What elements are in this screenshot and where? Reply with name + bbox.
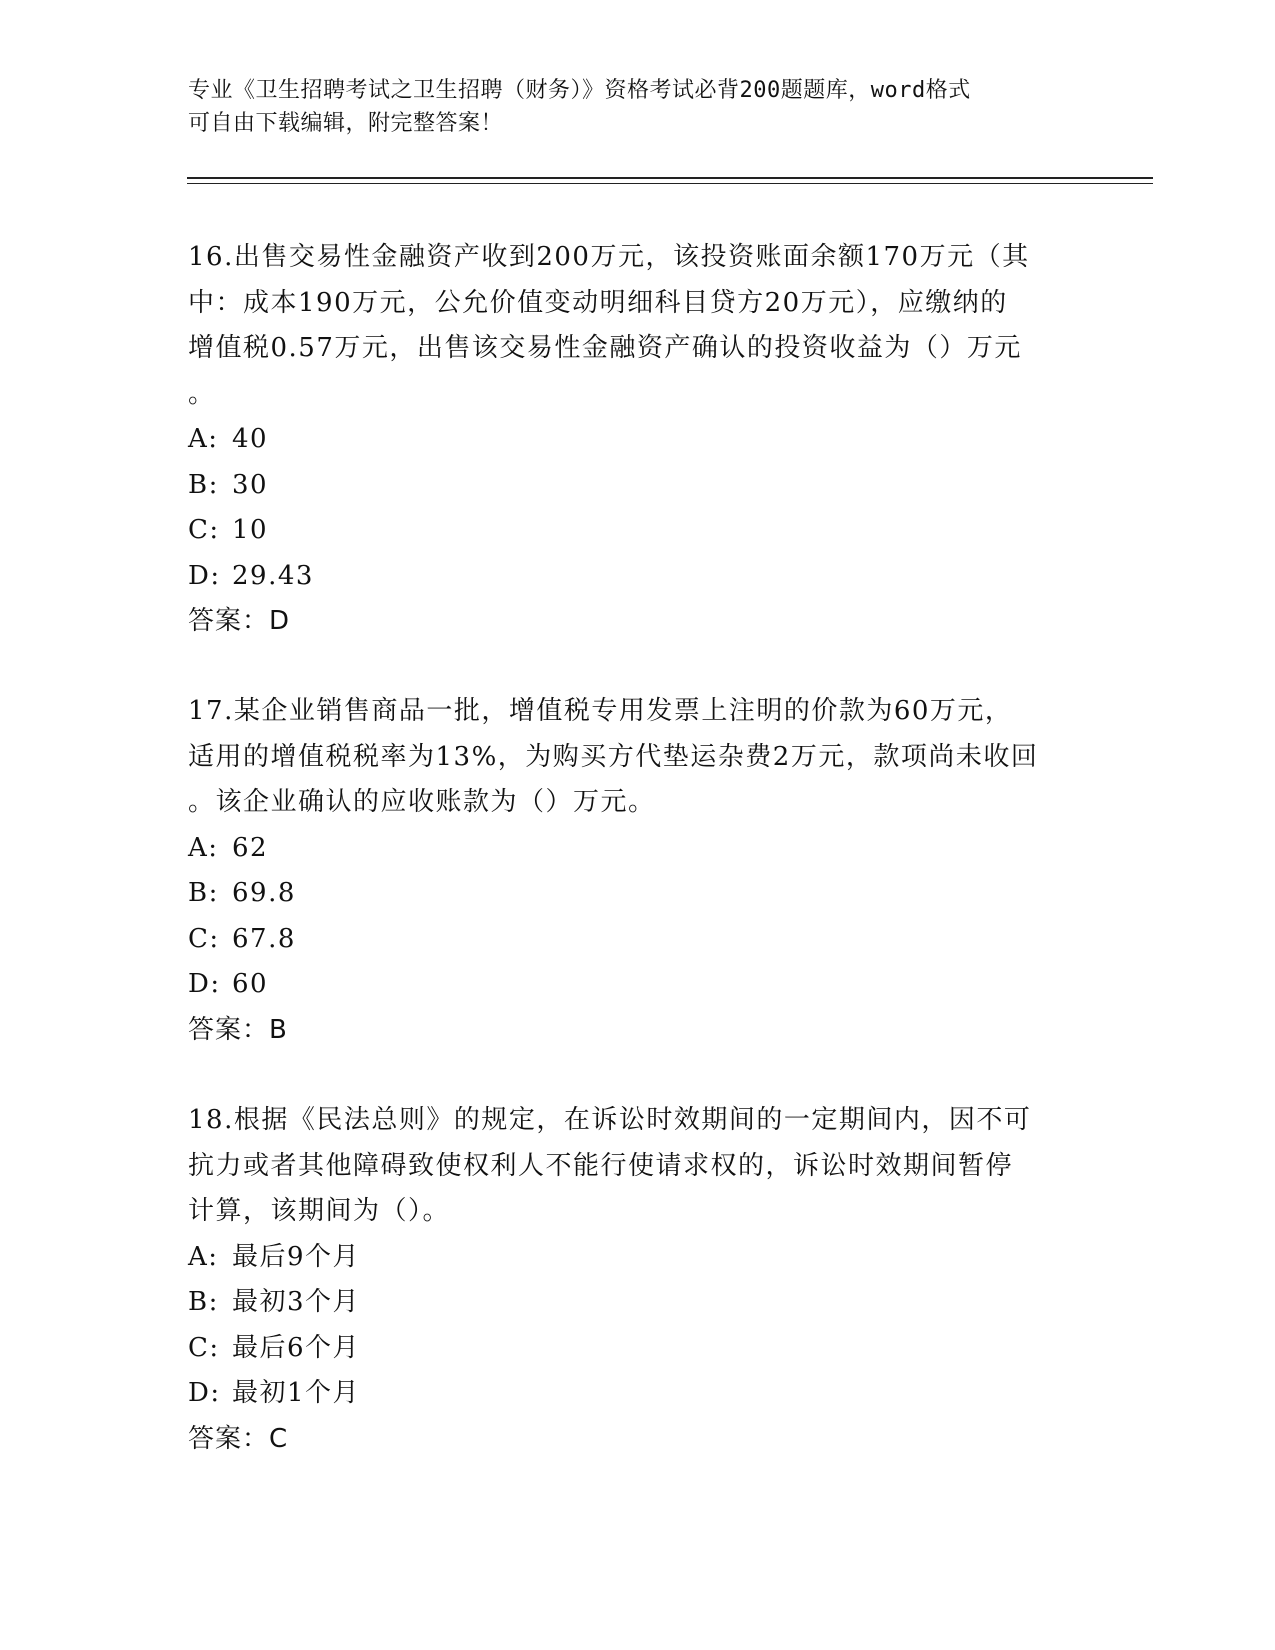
question-16	[188, 235, 1088, 645]
option-key: A:	[188, 424, 219, 454]
option-text: 30	[232, 469, 269, 500]
option-key: A:	[188, 1241, 219, 1272]
question-text-line: 增值税0.57万元，出售该交易性金融资产确认的投资收益为（）万元	[188, 333, 1022, 363]
header-line-1: 专业《卫生招聘考试之卫生招聘（财务）》资格考试必背200题题库，word格式	[188, 78, 971, 103]
option-key: D:	[188, 969, 221, 999]
option-key: B:	[188, 1287, 219, 1317]
option-a	[188, 417, 1088, 463]
option-text: 67.8	[232, 923, 296, 954]
option-d	[188, 962, 1088, 1008]
question-text-line: 。	[188, 378, 216, 409]
option-c	[188, 917, 1088, 963]
question-text-line: 抗力或者其他障碍致使权利人不能行使请求权的，诉讼时效期间暂停	[188, 1150, 1014, 1181]
option-key: B:	[188, 469, 219, 500]
answer-line: 答案：B	[188, 1014, 288, 1045]
option-key: C:	[188, 923, 220, 954]
option-b	[188, 1280, 1088, 1326]
question-18	[188, 1098, 1088, 1462]
question-text-line: 中：成本190万元，公允价值变动明细科目贷方20万元），应缴纳的	[188, 287, 1008, 318]
question-text-line: 计算，该期间为（）。	[188, 1196, 451, 1226]
question-17	[188, 689, 1088, 1053]
option-c	[188, 508, 1088, 554]
option-b	[188, 463, 1088, 509]
option-a	[188, 1235, 1088, 1281]
option-c	[188, 1326, 1088, 1372]
option-text: 最初3个月	[232, 1287, 361, 1317]
option-text: 最后6个月	[232, 1332, 361, 1363]
option-key: C:	[188, 1332, 220, 1363]
option-text: 10	[232, 515, 269, 545]
option-text: 69.8	[232, 878, 296, 908]
option-text: 最后9个月	[232, 1241, 361, 1272]
header-line-2: 可自由下载编辑，附完整答案！	[188, 111, 504, 136]
option-b	[188, 871, 1088, 917]
option-key: C:	[188, 515, 220, 545]
header-divider-thin	[187, 183, 1153, 184]
option-d	[188, 554, 1088, 600]
option-text: 最初1个月	[232, 1378, 361, 1408]
document-header	[188, 74, 1068, 140]
option-key: D:	[188, 1378, 221, 1408]
question-text-line: 18.根据《民法总则》的规定，在诉讼时效期间的一定期间内，因不可	[188, 1105, 1032, 1135]
option-key: A:	[188, 832, 219, 863]
question-text-line: 。该企业确认的应收账款为（）万元。	[188, 787, 656, 817]
option-key: D:	[188, 560, 221, 591]
question-text-line: 16.出售交易性金融资产收到200万元，该投资账面余额170万元（其	[188, 242, 1030, 272]
option-a	[188, 826, 1088, 872]
option-text: 40	[232, 424, 269, 454]
option-text: 60	[232, 969, 269, 999]
answer-line: 答案：C	[188, 1423, 289, 1454]
option-d	[188, 1371, 1088, 1417]
question-text-line: 17.某企业销售商品一批，增值税专用发票上注明的价款为60万元，	[188, 696, 1013, 726]
option-key: B:	[188, 878, 219, 908]
option-text: 62	[232, 832, 269, 863]
question-text-line: 适用的增值税税率为13%，为购买方代垫运杂费2万元，款项尚未收回	[188, 741, 1039, 772]
header-divider-thick	[187, 177, 1153, 179]
option-text: 29.43	[232, 560, 314, 591]
answer-line: 答案：D	[188, 606, 291, 636]
